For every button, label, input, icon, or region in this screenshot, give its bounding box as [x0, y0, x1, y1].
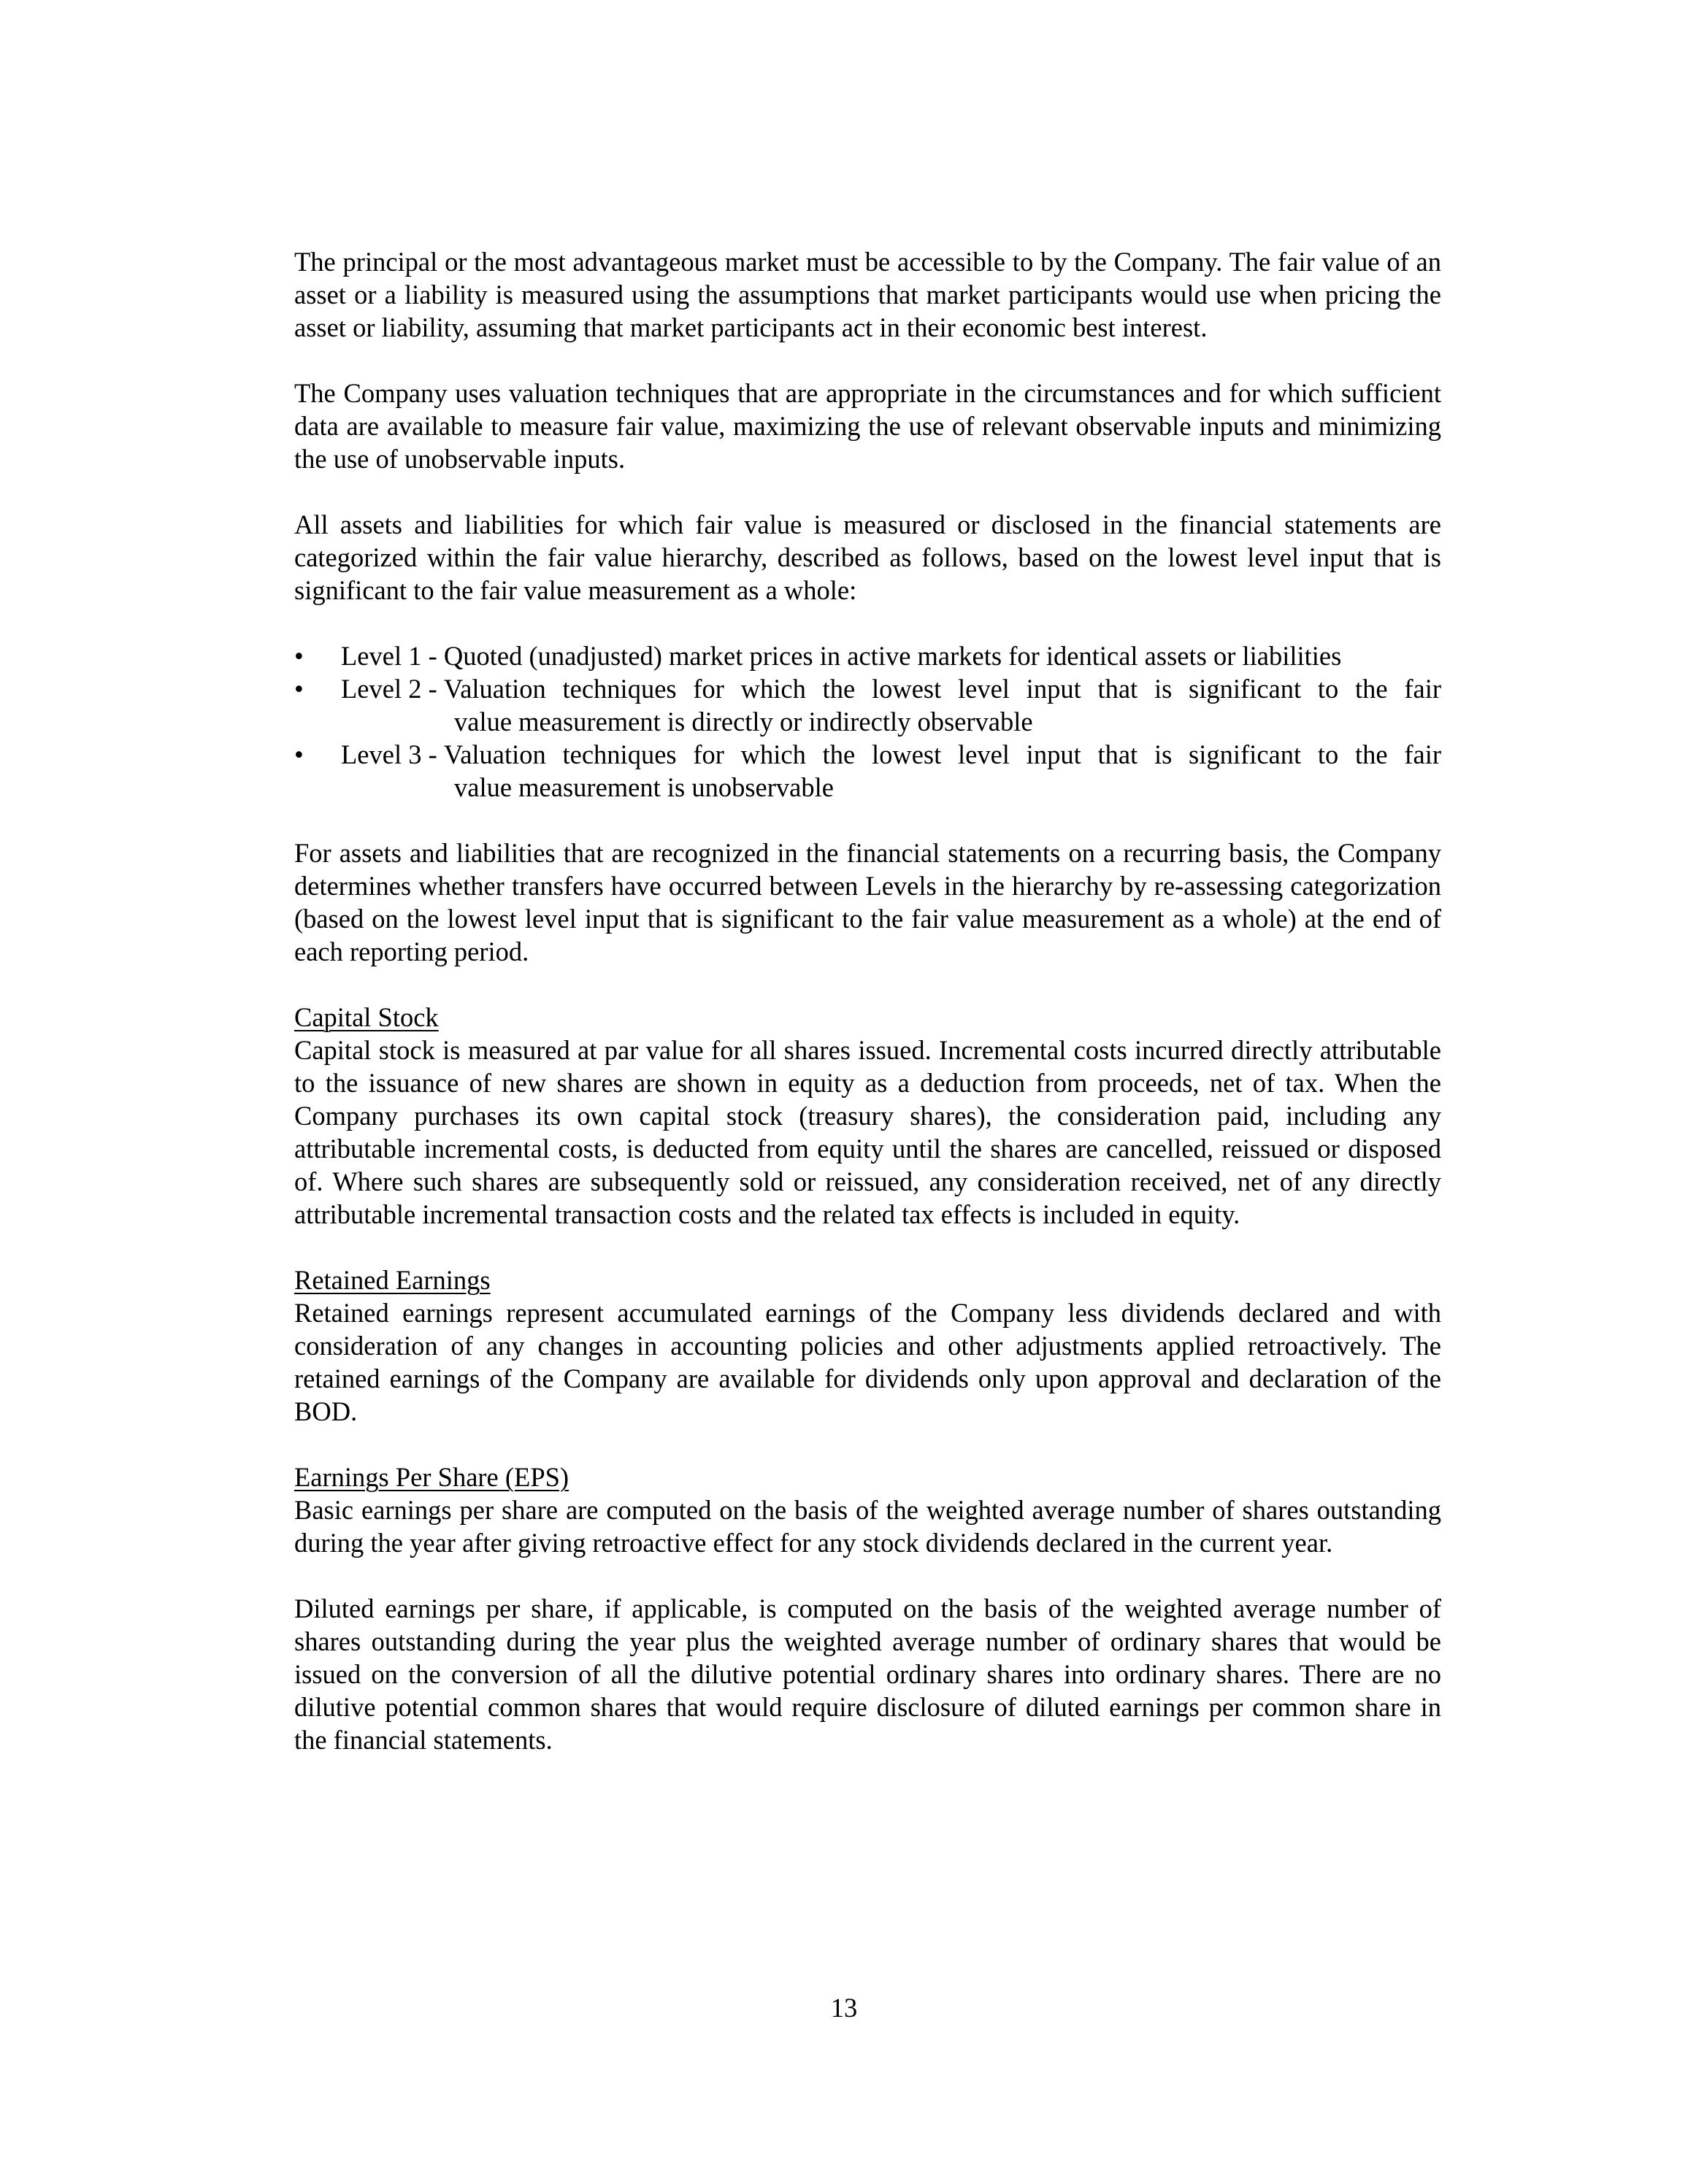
- level-description-continued: value measurement is directly or indirectly observable: [454, 707, 1033, 737]
- bullet-icon: •: [294, 674, 304, 704]
- paragraph-valuation-techniques: The Company uses valuation techniques that are appropriate in the circumstances and for which sufficient data are available to measure fair value, maximizing the use of relevant observable inputs and minimizing the use of unobservable inputs.: [294, 378, 1441, 474]
- level-description: Valuation techniques for which the lowest level input that is significant to the fair: [443, 674, 1441, 704]
- list-item-level-3: [294, 738, 1441, 804]
- level-description: Valuation techniques for which the lowest level input that is significant to the fair: [443, 739, 1441, 769]
- section-body: Capital stock is measured at par value for all shares issued. Incremental costs incurred directly attributable to the issuance of new shares are shown in equity as a deduction from proceeds, net of tax. When the Company purchases its own capital stock (treasury shares), the consideration paid, including any attributable incremental costs, is deducted from equity until the shares are cancelled, reissued or disposed of. Where such shares are subsequently sold or reissued, any consideration received, net of any directly attributable incremental transaction costs and the related tax effects is included in equity.: [294, 1035, 1441, 1229]
- fair-value-levels-list: [294, 639, 1441, 804]
- paragraph-diluted-eps: Diluted earnings per share, if applicable, is computed on the basis of the weighted average number of shares outstanding during the year plus the weighted average number of ordinary shares that would be issued on the conversion of all the dilutive potential ordinary shares into ordinary shares. There are no dilutive potential common shares that would require disclosure of diluted earnings per common share in the financial statements.: [294, 1593, 1441, 1755]
- paragraph-fair-value-hierarchy: All assets and liabilities for which fair value is measured or disclosed in the financial statements are categorized within the fair value hierarchy, described as follows, based on the lowest level input that is significant to the fair value measurement as a whole:: [294, 510, 1441, 605]
- level-label: Level 2 -: [341, 674, 444, 704]
- level-description: Quoted (unadjusted) market prices in active markets for identical assets or liabilities: [443, 641, 1342, 671]
- level-description-continued: value measurement is unobservable: [454, 772, 834, 802]
- section-body: Retained earnings represent accumulated earnings of the Company less dividends declared and with consideration of any changes in accounting policies and other adjustments applied retroactively. The retained earnings of the Company are available for dividends only upon approval and declaration of the BOD.: [294, 1298, 1441, 1426]
- section-body: Basic earnings per share are computed on the basis of the weighted average number of shares outstanding during the year after giving retroactive effect for any stock dividends declared in the current year.: [294, 1495, 1441, 1558]
- document-page: [294, 245, 1441, 1756]
- paragraph-transfers-between-levels: For assets and liabilities that are recognized in the financial statements on a recurring basis, the Company determines whether transfers have occurred between Levels in the hierarchy by re-assessing categorization (based on the lowest level input that is significant to the fair value measurement as a whole) at the end of each reporting period.: [294, 838, 1441, 966]
- section-earnings-per-share: [294, 1461, 1441, 1756]
- page-number: 13: [830, 1993, 858, 2023]
- paragraph-principal-market: The principal or the most advantageous market must be accessible to by the Company. The fair value of an asset or a liability is measured using the assumptions that market participants would use when pricing the asset or liability, assuming that market participants act in their economic best interest.: [294, 247, 1441, 342]
- bullet-icon: •: [294, 739, 304, 769]
- section-heading: Retained Earnings: [294, 1265, 491, 1295]
- section-heading: Earnings Per Share (EPS): [294, 1462, 569, 1492]
- level-label: Level 3 -: [341, 739, 444, 769]
- level-label: Level 1 -: [341, 641, 444, 671]
- section-heading: Capital Stock: [294, 1002, 439, 1032]
- bullet-icon: •: [294, 641, 304, 671]
- section-retained-earnings: [294, 1264, 1441, 1428]
- section-capital-stock: [294, 1001, 1441, 1231]
- list-item-level-2: [294, 672, 1441, 738]
- list-item-level-1: [294, 639, 1441, 672]
